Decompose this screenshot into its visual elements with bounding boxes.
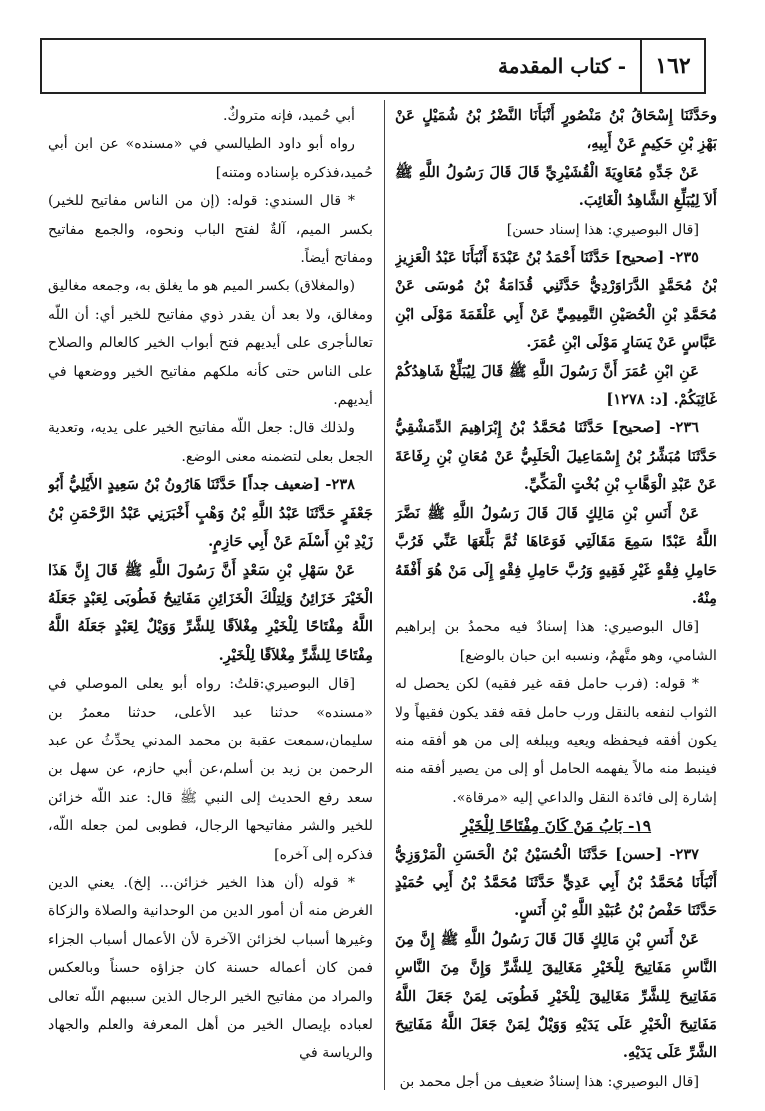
paragraph: * قال السندي: قوله: (إن من الناس مفاتيح للخير) بكسر الميم، آلةٌ لفتح الباب ونحوه، والجمع مفاتيح ومفاتح أيضاً. — [48, 193, 373, 267]
paragraph: [قال البوصيري:قلتُ: رواه أبو يعلى الموصلي في «مسنده» حدثنا عبد الأعلى، حدثنا معمرُ بن سليمان،سمعت عقبة بن محمد المدني يحدِّثُ عن عبد الرحمن بن زيد بن أسلم،عن أبي حازم، عن سهل بن سعد رفع الحديث إلى النبي ﷺ قال: عند اللّه خزائن للخير والشر مفاتيحها الرجال، فطوبى لمن جعله اللّه، فذكره إلى آخره] — [48, 676, 373, 863]
chapter-heading: ١٩- بَابُ مَنْ كَانَ مِفْتَاحًا لِلْخَيْرِ — [460, 816, 652, 836]
paragraph: عَنْ أَنَسِ بْنِ مَالِكٍ قَالَ قَالَ رَسُولُ اللَّهِ ﷺ إِنَّ مِنَ النَّاسِ مَفَاتِيحَ لِلْخَيْرِ مَغَالِيقَ لِلشَّرِّ وَإِنَّ مِنَ النَّاسِ مَفَاتِيحَ لِلشَّرِّ مَغَالِيقَ لِلْخَيْرِ فَطُوبَى لِمَنْ جَعَلَ اللَّهُ مَفَاتِيحَ الْخَيْرِ عَلَى يَدَيْهِ وَوَيْلٌ لِمَنْ جَعَلَ اللَّهُ مَفَاتِيحَ الشَّرِّ عَلَى يَدَيْهِ. — [395, 930, 717, 1062]
column-divider — [384, 100, 385, 1090]
paragraph: أبي حُميد، فإنه متروكٌ. — [223, 108, 355, 124]
paragraph: عَنِ ابْنِ عُمَرَ أَنَّ رَسُولَ اللَّهِ ﷺ قَالَ لِيُبَلِّغْ شَاهِدُكُمْ غَائِبَكُمْ. [د: ١٢٧٨] — [395, 362, 717, 409]
paragraph: (والمغلاق) بكسر الميم هو ما يغلق به، وجمعه مغاليق ومغالق، ولا بعد أن يقدر ذوي مفاتيح للخير أي: أن اللّه تعالىأجرى على أيديهم فتح أبواب الخير كالعالم والصلاح على الناس حتى كأنه ملكهم مفاتيح الخير ووضعها في أيديهم. — [48, 278, 373, 409]
paragraph: ٢٣٦- [صحيح] حَدَّثَنَا مُحَمَّدُ بْنُ إِبْرَاهِيمَ الدِّمَشْقِيُّ حَدَّثَنَا مُبَشِّرُ بْنُ إِسْمَاعِيلَ الْحَلَبِيُّ عَنْ مُعَانِ بْنِ رِفَاعَةَ عَنْ عَبْدِ الْوَهَّابِ بْنِ بُخْتٍ الْمَكِّيِّ. — [395, 419, 717, 494]
paragraph: عَنْ سَهْلِ بْنِ سَعْدٍ أَنَّ رَسُولَ اللَّهِ ﷺ قَالَ إِنَّ هَذَا الْخَيْرَ خَزَائِنُ وَلِتِلْكَ الْخَزَائِنِ مَفَاتِيحُ فَطُوبَى لِعَبْدٍ جَعَلَهُ اللَّهُ مِفْتَاحًا لِلْخَيْرِ مِغْلاَقًا لِلشَّرِّ وَوَيْلٌ لِعَبْدٍ جَعَلَهُ اللَّهُ مِفْتَاحًا لِلشَّرِّ مِغْلاَقًا لِلْخَيْرِ. — [48, 561, 373, 664]
paragraph: عَنْ جَدِّهِ مُعَاوِيَةَ الْقُشَيْرِيِّ قَالَ قَالَ رَسُولُ اللَّهِ ﷺ أَلاَ لِيُبَلِّغِ الشَّاهِدُ الْغَائِبَ. — [395, 163, 717, 210]
paragraph: ٢٣٧- [حسن] حَدَّثَنَا الْحُسَيْنُ بْنُ الْحَسَنِ الْمَرْوَزِيُّ أَنْبَأَنَا مُحَمَّدُ بْنُ أَبِي عَدِيٍّ حَدَّثَنَا مُحَمَّدُ بْنُ أَبِي حُمَيْدٍ حَدَّثَنَا حَفْصُ بْنُ عُبَيْدِ اللَّهِ بْنِ أَنَسٍ. — [395, 845, 717, 920]
paragraph: ٢٣٥- [صحيح] حَدَّثَنَا أَحْمَدُ بْنُ عَبْدَةَ أَنْبَأَنَا عَبْدُ الْعَزِيزِ بْنُ مُحَمَّدٍ الدَّرَاوَرْدِيُّ حَدَّثَنِي قُدَامَةُ بْنُ مُوسَى عَنْ مُحَمَّدِ بْنِ الْحُصَيْنِ التَّمِيمِيِّ عَنْ أَبِي عَلْقَمَةَ مَوْلَى ابْنِ عَبَّاسٍ عَنْ يَسَارٍ مَوْلَى ابْنِ عُمَرَ. — [395, 249, 717, 352]
paragraph: * قوله (أن هذا الخير خزائن... إلخ). يعني الدين الغرض منه أن أمور الدين من الوحدانية والصلاة والزكاة وغيرها أسباب لخزائن الآخرة لأن الأعمال أسباب الجزاء فمن كان أعماله حسنة كان جزاؤه حسناً وبالعكس والمراد من مفاتيح الخير الرجال الذين سببهم اللّه تعالى لعباده بإيصال الخير من أهل المعرفة والعلم والجهاد والرياسة في — [48, 874, 373, 1062]
right-column — [395, 102, 717, 1092]
page-header — [40, 38, 706, 94]
paragraph: عَنْ أَنَسِ بْنِ مَالِكٍ قَالَ قَالَ رَسُولُ اللَّهِ ﷺ نَضَّرَ اللَّهُ عَبْدًا سَمِعَ مَقَالَتِي فَوَعَاهَا ثُمَّ بَلَّغَهَا عَنِّي فَرُبَّ حَامِلِ فِقْهٍ غَيْرِ فَقِيهٍ وَرُبَّ حَامِلِ فِقْهٍ إِلَى مَنْ هُوَ أَفْقَهُ مِنْهُ. — [395, 504, 717, 607]
page-number: ١٦٢ — [640, 40, 704, 92]
paragraph: ولذلك قال: جعل اللّه مفاتيح الخير على يديه، وتعدية الجعل بعلى لتضمنه معنى الوضع. — [48, 420, 373, 465]
paragraph: [قال البوصيري: هذا إسنادٌ ضعيف من أجل محمد بن — [399, 1073, 699, 1090]
book-title: - كتاب المقدمة — [498, 54, 626, 78]
paragraph: ٢٣٨- [ضعيف جداً] حَدَّثَنَا هَارُونُ بْنُ سَعِيدٍ الأَيْلِيُّ أَبُو جَعْفَرٍ حَدَّثَنَا عَبْدُ اللَّهِ بْنُ وَهْبٍ أَخْبَرَنِي عَبْدُ الرَّحْمَنِ بْنُ زَيْدِ بْنِ أَسْلَمَ عَنْ أَبِي حَازِمٍ. — [48, 476, 373, 551]
paragraph: رواه أبو داود الطيالسي في «مسنده» عن ابن أبي حُميد،فذكره بإسناده ومتنه] — [48, 136, 373, 181]
paragraph: وحَدَّثَنَا إِسْحَاقُ بْنُ مَنْصُورٍ أَنْبَأَنَا النَّضْرُ بْنُ شُمَيْلٍ عَنْ بَهْزِ بْنِ حَكِيمٍ عَنْ أَبِيهِ، — [395, 107, 717, 153]
left-column — [48, 102, 373, 1092]
paragraph: [قال البوصيري: هذا إسنادٌ فيه محمدُ بن إبراهيم الشامي، وهو متَّهمٌ، ونسبه ابن حبان بالوضع] — [395, 619, 717, 664]
paragraph: [قال البوصيري: هذا إسناد حسن] — [506, 221, 699, 238]
paragraph: * قوله: (فرب حامل فقه غير فقيه) لكن يحصل له الثواب لنفعه بالنقل ورب حامل فقه فقد يكون فقيهاً ولا يكون أفقه فيحفظه ويعيه ويبلغه إلى من هو أفقه منه فينبط منه مالاً يفهمه الحامل أو إلى من يصير أفقه منه إشارة إلى فائدة النقل والداعي إليه «مرقاة». — [395, 676, 717, 806]
